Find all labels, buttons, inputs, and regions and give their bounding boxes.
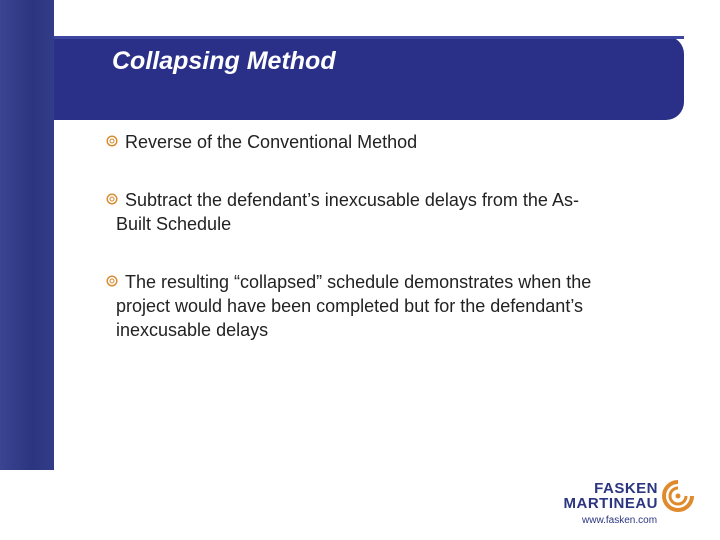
logo-website-url: www.fasken.com xyxy=(582,515,658,526)
bullet-icon xyxy=(106,275,118,287)
bullet-text-continued: project would have been completed but for the defendant’s xyxy=(116,296,583,316)
bullet-item xyxy=(106,188,666,236)
bullet-icon xyxy=(106,193,118,205)
bullet-item xyxy=(106,130,666,154)
bullet-text: Subtract the defendant’s inexcusable delays from the As- xyxy=(125,190,579,210)
fasken-martineau-logo xyxy=(563,478,696,528)
bullet-text-continued: inexcusable delays xyxy=(116,320,269,340)
title-banner xyxy=(54,36,684,120)
logo-word-fasken: FASKEN xyxy=(594,480,658,497)
bullet-text: The resulting “collapsed” schedule demonstrates when the xyxy=(125,272,592,292)
left-accent-bar xyxy=(0,0,54,470)
bullet-icon xyxy=(106,135,118,147)
slide-title: Collapsing Method xyxy=(112,47,336,75)
bullet-text: Reverse of the Conventional Method xyxy=(125,132,418,152)
bullet-text-continued: Built Schedule xyxy=(116,214,232,234)
bullet-item xyxy=(106,270,666,342)
logo-word-martineau: MARTINEAU xyxy=(563,495,658,512)
logo-swirl-icon xyxy=(662,480,694,512)
